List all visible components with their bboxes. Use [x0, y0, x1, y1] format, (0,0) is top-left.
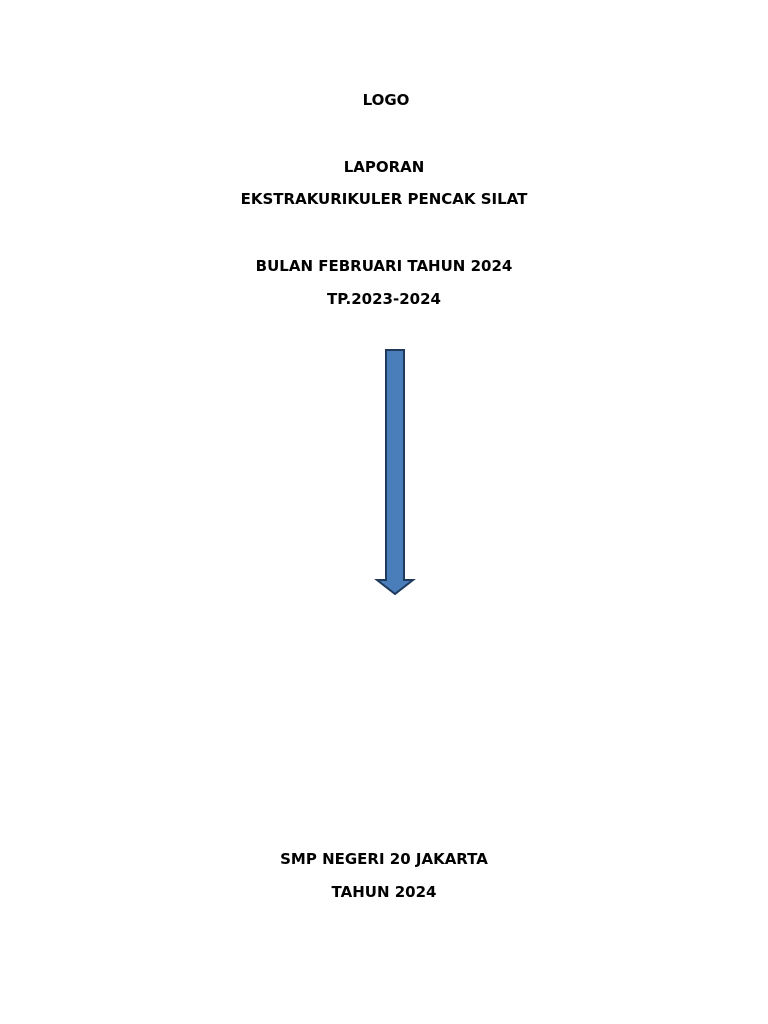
- school-year: TP.2023-2024: [327, 290, 441, 308]
- down-arrow-icon: [374, 348, 418, 598]
- report-subject: EKSTRAKURIKULER PENCAK SILAT: [240, 190, 528, 208]
- down-arrow-shape: [377, 350, 413, 594]
- report-title: LAPORAN: [343, 158, 425, 176]
- report-period: BULAN FEBRUARI TAHUN 2024: [255, 257, 513, 275]
- school-name: SMP NEGERI 20 JAKARTA: [280, 850, 488, 868]
- document-year: TAHUN 2024: [331, 883, 437, 901]
- logo-placeholder: LOGO: [362, 91, 410, 109]
- down-arrow-svg: [374, 348, 418, 598]
